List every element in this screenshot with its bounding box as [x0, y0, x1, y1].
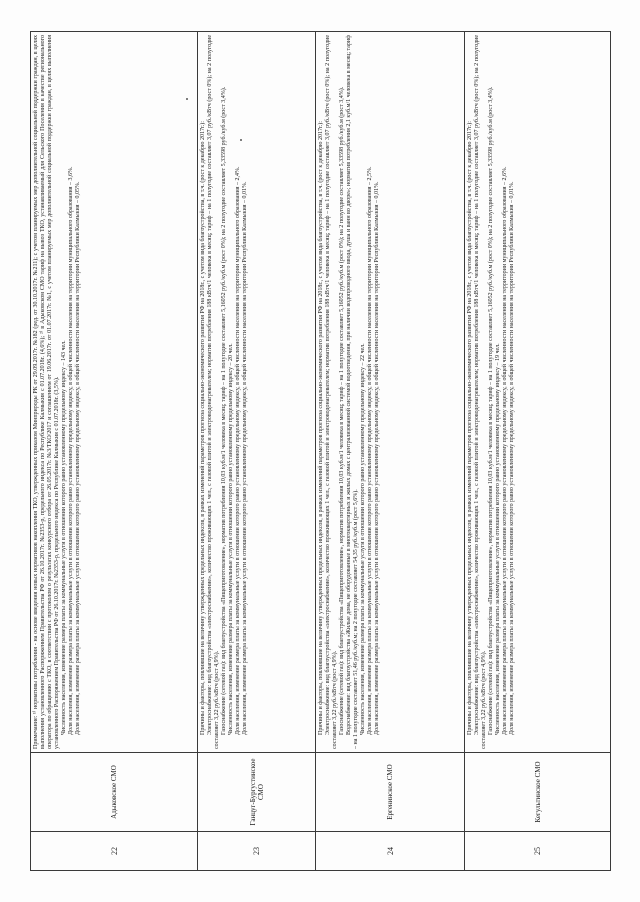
row-description	[316, 32, 465, 753]
paragraph: Численность населения, изменение размера платы за коммунальные услуги в отношении которого равно установленному предельному индексу – 22 чел.	[360, 343, 366, 735]
paragraph: Доля населения, изменение размера платы за коммунальные услуги в отношении которого равно установленному предельному индексу, в общей численности населения на территории Республики Калмыкия – 0,01%.	[242, 181, 248, 735]
municipality-name: Ганцуг-Бургустинское СМО	[198, 753, 316, 832]
municipality-name: Адыковское СМО	[31, 753, 198, 832]
paragraph: Электроснабжение: вид благоустройства «электроснабжение», количество проживающих 1 чел., с газовой плитой и электроводонагревателем; норматив потребления 188 кВтч/1 человека в месяц; тариф – на 1 полугодие составляет 3,07 руб./кВтч (рост 0%); на 2 полугодие составляет 3,22 руб./кВтч (рост 4,9%).	[325, 35, 338, 749]
row-number: 24	[316, 832, 465, 871]
paragraph: Численность населения, изменение размера платы за коммунальные услуги в отношении которого равно установленному предельному индексу – 143 чел.	[61, 340, 67, 735]
municipality-name: Ергенинское СМО	[316, 753, 465, 832]
paragraph: Причины и факторы, повлиявшие на величину утвержденных предельных индексов, в рамках изменений параметров прогноза социально-экономического развития РФ на 2018г., с учетом вида благоустройства, в т.ч. (рост к декабрю 2017г.):	[200, 121, 206, 735]
row-number: 25	[465, 832, 611, 871]
paragraph: Газоснабжение (сетевой газ): вид благоустройства «Пищеприготовление», норматив потребления 10,03 куб.м/1 человека в месяц; тариф – на 1 полугодие составляет 5,16052 руб./куб.м (рост 0%); на 2 полугодие составляет 5,33598 руб./куб.м (рост 3,4%).	[221, 86, 227, 735]
paragraph: Доля населения, изменение размера платы за коммунальные услуги в отношении которого равно установленному предельному индексу, в общей численности населения на территории Республики Калмыкия – 0,01%.	[509, 181, 515, 735]
paragraph: Доля населения, изменение размера платы за коммунальные услуги в отношении которого равно установленному предельному индексу, в общей численности населения на территории муниципального образования – 3,6%.	[68, 166, 74, 735]
paragraph: Электроснабжение: вид благоустройства «электроснабжение», количество проживающих 1 чел., с газовой плитой и электроводонагревателем; норматив потребления 188 кВтч/1 человека в месяц; тариф – на 1 полугодие составляет 3,07 руб./кВтч (рост 0%); на 2 полугодие составляет 3,22 руб./кВтч (рост 4,9%).	[474, 35, 487, 749]
paragraph: Доля населения, изменение размера платы за коммунальные услуги в отношении которого равно установленному предельному индексу, в общей численности населения на территории Республики Калмыкия – 0,01%.	[374, 181, 380, 735]
tariff-table	[30, 31, 611, 871]
paragraph: Доля населения, изменение размера платы за коммунальные услуги в отношении которого равно установленному предельному индексу, в общей численности населения на территории Республики Калмыкия – 0,05%.	[75, 181, 81, 735]
paragraph: Доля населения, изменение размера платы за коммунальные услуги в отношении которого равно установленному предельному индексу, в общей численности населения на территории муниципального образования – 2,5%.	[367, 166, 373, 735]
table-row	[31, 32, 198, 871]
paragraph: Численность населения, изменение размера платы за коммунальные услуги в отношении которого равно установленному предельному индексу – 20 чел.	[228, 343, 234, 735]
row-description	[31, 32, 198, 753]
table-row	[465, 32, 611, 871]
paragraph: Доля населения, изменение размера платы за коммунальные услуги в отношении которого равно установленному предельному индексу, в общей численности населения на территории муниципального образования – 2,4%.	[235, 166, 241, 735]
table-row	[316, 32, 465, 871]
paragraph: Численность населения, изменение размера платы за коммунальные услуги в отношении которого равно установленному предельному индексу – 19 чел.	[495, 343, 501, 735]
paragraph: Примечание: ¹⁾ нормативы потребления - на основе введения новых нормативов накопления ТКО, утвержденных приказом Минприроды РК от 29.09.2017г. №182 (ред. от 30.10.2017г. №211); с учетом планируемых мер дополнительной социальной поддержки граждан, в целях выполнения установленного Распоряжением Правительства РФ от 26.10.2017г. №2353-р, предельного индекса по Республике Калмыкия с 01.07.2018г. (4,6%); ²⁾ в Адыковском СМО тариф на вывоз ТКО, устанавливаемый для Сельского Поселения в качестве регионального оператора по обращению с ТКО, в соответствии с протоколом о результатах конкурсного отбора от 26.05.2017г. №3/ТКО/2017 и соглашением от 19.06.2017г. от 01.07.2017г. №1, с учетом планируемых мер дополнительной социальной поддержки граждан, в целях выполнения установленного Распоряжением Правительства РФ от 26.10.2017г. №2353-р, предельного индекса по Республике Калмыкия с 01.07.2018г. (3,5%).	[33, 35, 60, 749]
paragraph: Доля населения, изменение размера платы за коммунальные услуги в отношении которого равно установленному предельному индексу, в общей численности населения на территории муниципального образования – 2,6%.	[502, 166, 508, 735]
paragraph: Причины и факторы, повлиявшие на величину утвержденных предельных индексов, в рамках изменений параметров прогноза социально-экономического развития РФ на 2018г., с учетом вида благоустройства, в т.ч. (рост к декабрю 2017г.):	[467, 121, 473, 735]
row-description	[465, 32, 611, 753]
municipality-name: Кегультинское СМО	[465, 753, 611, 832]
row-number: 22	[31, 832, 198, 871]
rotated-content	[30, 31, 610, 871]
row-number: 23	[198, 832, 316, 871]
paragraph: Причины и факторы, повлиявшие на величину утвержденных предельных индексов, в рамках изменений параметров прогноза социально-экономического развития РФ на 2018г., с учетом вида благоустройства, в т.ч. (рост к декабрю 2017г.):	[318, 121, 324, 735]
paragraph: Газоснабжение (сетевой газ): вид благоустройства «Пищеприготовление», норматив потребления 10,03 куб.м/1 человека в месяц; тариф – на 1 полугодие составляет 5,16052 руб./куб.м (рост 0%); на 2 полугодие составляет 5,33598 руб./куб.м (рост 3,4%).	[488, 86, 494, 735]
paragraph: Электроснабжение: вид благоустройства «электроснабжение», количество проживающих 1 чел., с газовой плитой и электроводонагревателем; норматив потребления 188 кВтч/1 человека в месяц; тариф – на 1 полугодие составляет 3,07 руб./кВтч (рост 0%); на 2 полугодие составляет 3,22 руб./кВтч (рост 4,9%).	[207, 35, 220, 749]
table-row	[198, 32, 316, 871]
row-description	[198, 32, 316, 753]
paragraph: Водоснабжение: вид благоустройства «Жилые дома, не оборудованные в многоквартирных и жилых домах с централизованной системой водоотведения, при наличии водопроводного ввода, душа и ванн во дворе»; норматив потребления 2,1 куб.м/1 человека в месяц; тариф – на 1 полугодие составляет 51,46 руб./куб.м; на 2 полугодие составляет 54,35 руб./куб.м (рост 5,6%).	[346, 35, 359, 749]
paragraph: Газоснабжение (сетевой газ): вид благоустройства «Пищеприготовление», норматив потребления 10,03 куб.м/1 человека в месяц; тариф – на 1 полугодие составляет 5,16052 руб./куб.м (рост 0%); на 2 полугодие составляет 5,33598 руб./куб.м (рост 3,4%).	[339, 86, 345, 735]
